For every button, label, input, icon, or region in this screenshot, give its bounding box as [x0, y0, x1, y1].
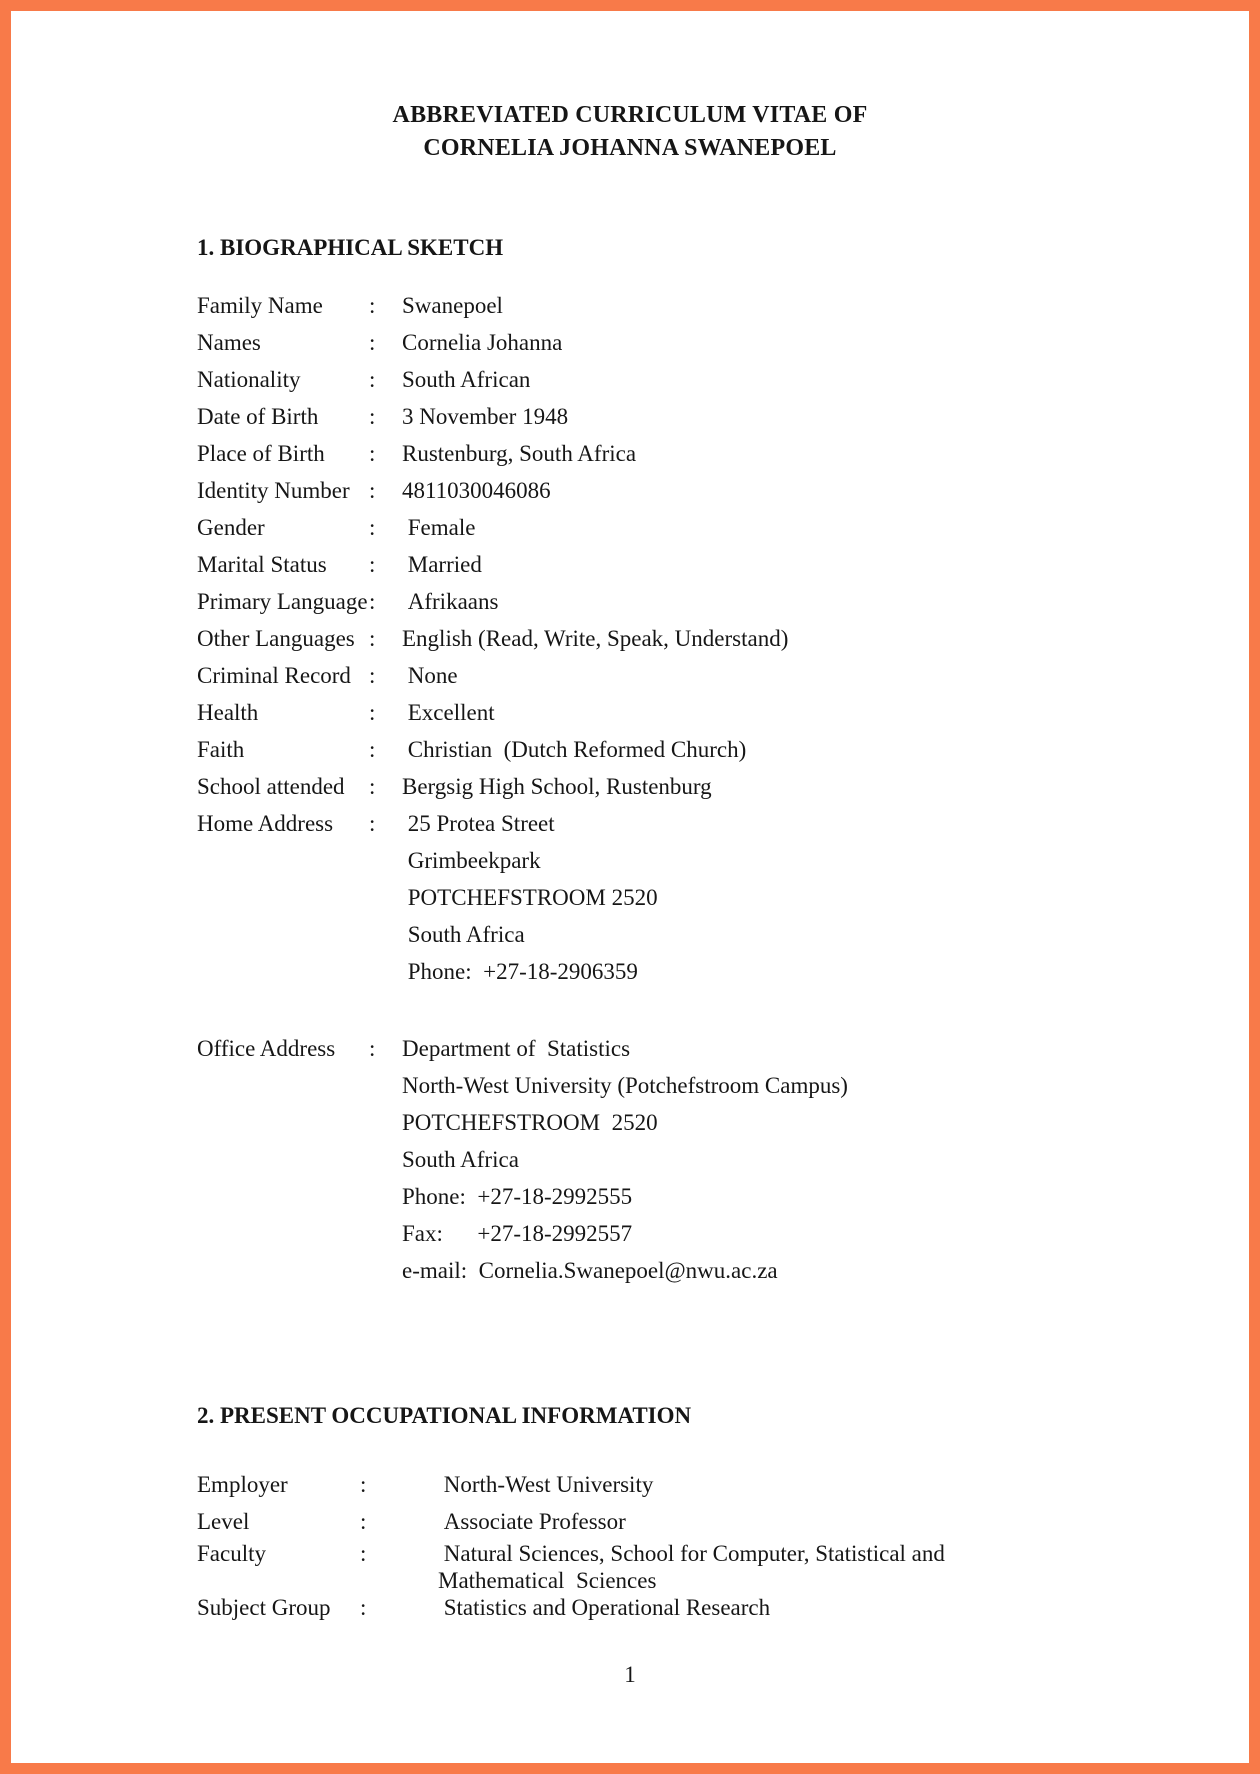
- field-continuation-row: [197, 879, 1179, 916]
- field-label-empty: [197, 916, 369, 953]
- field-row: [197, 435, 1179, 472]
- continuation-line: South Africa: [402, 1147, 519, 1172]
- field-value: Statistics and Operational Research: [438, 1595, 771, 1620]
- field-colon: :: [360, 1509, 367, 1534]
- field-continuation-row: [197, 953, 1179, 990]
- field-label-empty: [197, 1252, 369, 1289]
- field-row: [197, 509, 1179, 546]
- field-colon: :: [369, 663, 376, 688]
- section1-heading: 1. BIOGRAPHICAL SKETCH: [197, 235, 504, 260]
- field-row: [197, 620, 1179, 657]
- field-continuation-row: [197, 1067, 1179, 1104]
- document-body: [197, 231, 1179, 1621]
- field-value: 4811030046086: [402, 478, 551, 503]
- field-value: Excellent: [402, 700, 495, 725]
- field-label: Level: [197, 1509, 250, 1534]
- field-row: [197, 324, 1179, 361]
- field-label-empty: [197, 953, 369, 990]
- field-colon-empty: [369, 1104, 402, 1141]
- field-label-empty: [197, 1141, 369, 1178]
- field-value: Associate Professor: [438, 1509, 626, 1534]
- field-colon-empty: [369, 1178, 402, 1215]
- field-colon: :: [369, 774, 376, 799]
- field-value: Swanepoel: [402, 293, 503, 318]
- field-label: Names: [197, 330, 261, 355]
- field-label: Nationality: [197, 367, 301, 392]
- field-value: South African: [402, 367, 531, 392]
- field-label: Faith: [197, 737, 245, 762]
- field-value: Married: [402, 552, 482, 577]
- field-colon: :: [369, 589, 376, 614]
- field-value: Female: [402, 515, 476, 540]
- field-colon: :: [369, 441, 376, 466]
- document-title-line1: ABBREVIATED CURRICULUM VITAE OF: [392, 102, 868, 128]
- field-label: Primary Language: [197, 589, 368, 614]
- field-colon: :: [369, 700, 376, 725]
- field-row: [197, 657, 1179, 694]
- field-label: Gender: [197, 515, 265, 540]
- field-label: Identity Number: [197, 478, 350, 503]
- field-value: 3 November 1948: [402, 404, 569, 429]
- field-continuation-row: [197, 1178, 1179, 1215]
- field-colon-empty: [369, 916, 402, 953]
- field-label: Date of Birth: [197, 404, 319, 429]
- field-label: Faculty: [197, 1541, 266, 1566]
- field-continuation-row: [197, 916, 1179, 953]
- continuation-line: POTCHEFSTROOM 2520: [402, 1110, 658, 1135]
- continuation-line: Grimbeekpark: [402, 848, 541, 873]
- field-label-empty: [197, 1104, 369, 1141]
- field-row: [197, 546, 1179, 583]
- field-value-line: Natural Sciences, School for Computer, Statistical and: [438, 1541, 945, 1566]
- field-colon-empty: [369, 842, 402, 879]
- field-colon: :: [360, 1595, 367, 1620]
- field-value: Department of Statistics: [402, 1036, 631, 1061]
- field-colon: :: [360, 1472, 367, 1497]
- field-row: [197, 583, 1179, 620]
- field-label-empty: [197, 842, 369, 879]
- field-row: [197, 805, 1179, 842]
- field-row: [197, 1503, 1179, 1540]
- field-label: Family Name: [197, 293, 323, 318]
- field-colon: :: [369, 478, 376, 503]
- field-colon-empty: [369, 879, 402, 916]
- continuation-line: Phone: +27-18-2992555: [402, 1184, 633, 1209]
- field-row: [197, 398, 1179, 435]
- field-colon: :: [369, 811, 376, 836]
- continuation-line: e-mail: Cornelia.Swanepoel@nwu.ac.za: [402, 1258, 778, 1283]
- field-continuation-row: [197, 1252, 1179, 1289]
- field-label-empty: [197, 879, 369, 916]
- field-row: [197, 768, 1179, 805]
- field-label: Place of Birth: [197, 441, 325, 466]
- section1-fields: [197, 287, 1179, 1289]
- field-colon: :: [369, 1036, 376, 1061]
- document-title-line2: CORNELIA JOHANNA SWANEPOEL: [423, 135, 837, 161]
- field-value: English (Read, Write, Speak, Understand): [402, 626, 789, 651]
- field-row: [197, 1594, 1179, 1621]
- field-label: School attended: [197, 774, 345, 799]
- page-number: 1: [624, 1662, 636, 1687]
- field-label: Office Address: [197, 1036, 336, 1061]
- field-colon: :: [369, 293, 376, 318]
- field-colon: :: [369, 367, 376, 392]
- field-value: 25 Protea Street: [402, 811, 555, 836]
- field-row: [197, 1030, 1179, 1067]
- field-label: Marital Status: [197, 552, 327, 577]
- field-colon: :: [369, 404, 376, 429]
- field-row: [197, 731, 1179, 768]
- field-value-line: Mathematical Sciences: [438, 1568, 657, 1593]
- field-colon: :: [369, 515, 376, 540]
- field-label: Health: [197, 700, 259, 725]
- field-label-empty: [197, 1067, 369, 1104]
- field-row: [197, 694, 1179, 731]
- field-row: [197, 1540, 1179, 1594]
- field-value: North-West University: [438, 1472, 654, 1497]
- continuation-line: Fax: +27-18-2992557: [402, 1221, 633, 1246]
- field-continuation-row: [197, 1141, 1179, 1178]
- field-colon-empty: [369, 953, 402, 990]
- field-value: Bergsig High School, Rustenburg: [402, 774, 712, 799]
- field-colon-empty: [369, 1252, 402, 1289]
- field-value: Afrikaans: [402, 589, 499, 614]
- field-label: Criminal Record: [197, 663, 351, 688]
- field-continuation-row: [197, 1104, 1179, 1141]
- field-row: [197, 287, 1179, 324]
- field-continuation-row: [197, 842, 1179, 879]
- field-label: Home Address: [197, 811, 334, 836]
- field-row: [197, 361, 1179, 398]
- continuation-line: North-West University (Potchefstroom Campus): [402, 1073, 848, 1098]
- field-colon-empty: [369, 1215, 402, 1252]
- field-value: Rustenburg, South Africa: [402, 441, 637, 466]
- document-title: [11, 99, 1249, 165]
- field-colon: :: [369, 330, 376, 355]
- field-label: Employer: [197, 1472, 288, 1497]
- continuation-line: POTCHEFSTROOM 2520: [402, 885, 658, 910]
- field-colon: :: [369, 737, 376, 762]
- field-label: Other Languages: [197, 626, 355, 651]
- continuation-line: South Africa: [402, 922, 525, 947]
- section2-heading: 2. PRESENT OCCUPATIONAL INFORMATION: [197, 1403, 692, 1428]
- section2-fields: [197, 1466, 1179, 1621]
- field-value: Christian (Dutch Reformed Church): [402, 737, 747, 762]
- field-value: None: [402, 663, 458, 688]
- field-colon: :: [369, 552, 376, 577]
- field-colon: :: [369, 626, 376, 651]
- field-label-empty: [197, 1178, 369, 1215]
- field-label: Subject Group: [197, 1595, 331, 1620]
- field-value: [438, 1540, 1179, 1594]
- field-colon-empty: [369, 1141, 402, 1178]
- continuation-line: Phone: +27-18-2906359: [402, 959, 638, 984]
- field-continuation-row: [197, 1215, 1179, 1252]
- field-row: [197, 472, 1179, 509]
- field-row: [197, 1466, 1179, 1503]
- field-label-empty: [197, 1215, 369, 1252]
- field-colon: :: [360, 1541, 367, 1566]
- field-colon-empty: [369, 1067, 402, 1104]
- field-value: Cornelia Johanna: [402, 330, 563, 355]
